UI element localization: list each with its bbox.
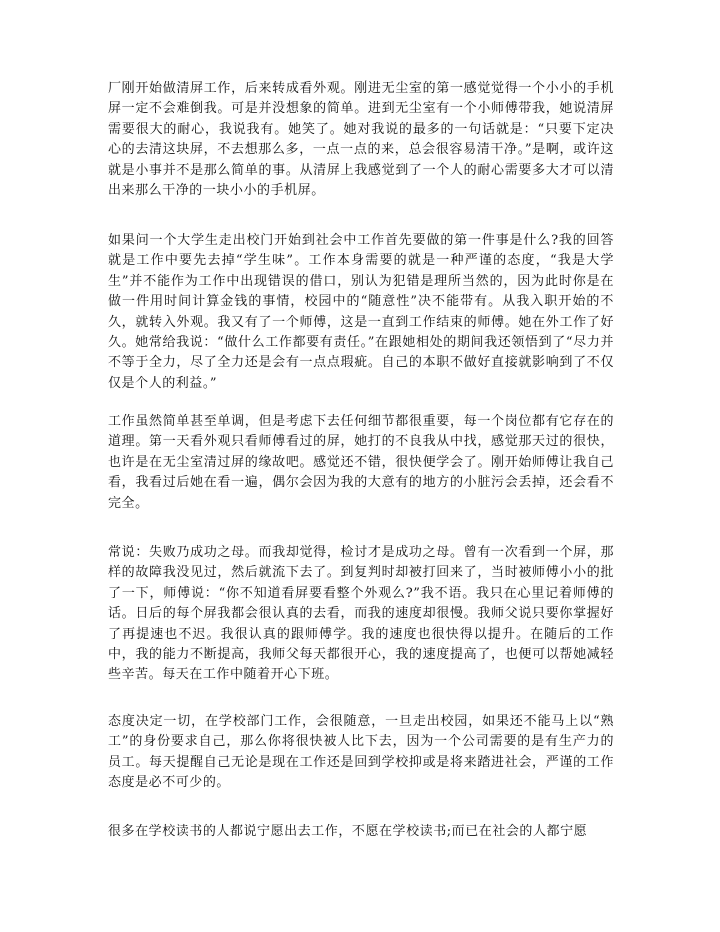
paragraph-simple-work: 工作虽然简单甚至单调，但是考虑下去任何细节都很重要，每一个岗位都有它存在的道理。第一天看外观只看师傅看过的屏，她打的不良我从中找，感觉那天过的很快，也许是在无尘室清过屏的缘故吧。感觉还不错，很快便学会了。刚开始师傅让我自己看，我看过后她在看一遍，偶尔会因为我的大意有的地方的小脏污会丢掉，还会看不完全。 (108, 414, 614, 511)
paragraph-attitude-decides: 态度决定一切，在学校部门工作，会很随意，一旦走出校园，如果还不能马上以“熟工”的身份要求自己，那么你将很快被人比下去，因为一个公司需要的是有生产力的员工。每天提醒自己无论是现在工作还是回到学校抑或是将来踏进社会，严谨的工作态度是必不可少的。 (108, 714, 614, 791)
paragraph-student-attitude: 如果问一个大学生走出校门开始到社会中工作首先要做的第一件事是什么?我的回答就是工作中要先去掉“学生味”。工作本身需要的就是一种严谨的态度，“我是大学生”并不能作为工作中出现错误的借口，别认为犯错是理所当然的，因为此时你是在做一件用时间计算金钱的事情，校园中的“随意性”决不能带有。从我入职开始的不久，就转入外观。我又有了一个师傅，这是一直到工作结束的师傅。她在外工作了好久。她常给我说：“做什么工作都要有责任。”在跟她相处的期间我还领悟到了“尽力并不等于全力，尽了全力还是会有一点点瑕疵。自己的本职不做好直接就影响到了不仅仅是个人的利益。” (108, 233, 614, 391)
paragraph-screen-cleaning: 厂刚开始做清屏工作，后来转成看外观。刚进无尘室的第一感觉觉得一个小小的手机屏一定不会难倒我。可是并没想象的简单。进到无尘室有一个小师傅带我，她说清屏需要很大的耐心，我说我有。她笑了。她对我说的最多的一句话就是：“只要下定决心的去清这块屏，不去想那么多，一点一点的来，总会很容易清干净。”是啊，或许这就是小事并不是那么简单的事。从清屏上我感觉到了一个人的耐心需要多大才可以清出来那么干净的一块小小的手机屏。 (108, 81, 614, 199)
paragraph-school-vs-work: 很多在学校读书的人都说宁愿出去工作，不愿在学校读书;而已在社会的人都宁愿 (108, 824, 588, 839)
paragraph-failure-reflection: 常说：失败乃成功之母。而我却觉得，检讨才是成功之母。曾有一次看到一个屏，那样的故障我没见过，然后就流下去了。到复判时却被打回来了，当时被师傅小小的批了一下，师傅说：“你不知道看屏要看整个外观么?”我不语。我只在心里记着师傅的话。日后的每个屏我都会很认真的去看，而我的速度却很慢。我师父说只要你掌握好了再提速也不迟。我很认真的跟师傅学。我的速度也很快得以提升。在随后的工作中，我的能力不断提高，我师父每天都很开心，我的速度提高了，也便可以帮她减轻些辛苦。每天在工作中随着开心下班。 (108, 545, 614, 683)
